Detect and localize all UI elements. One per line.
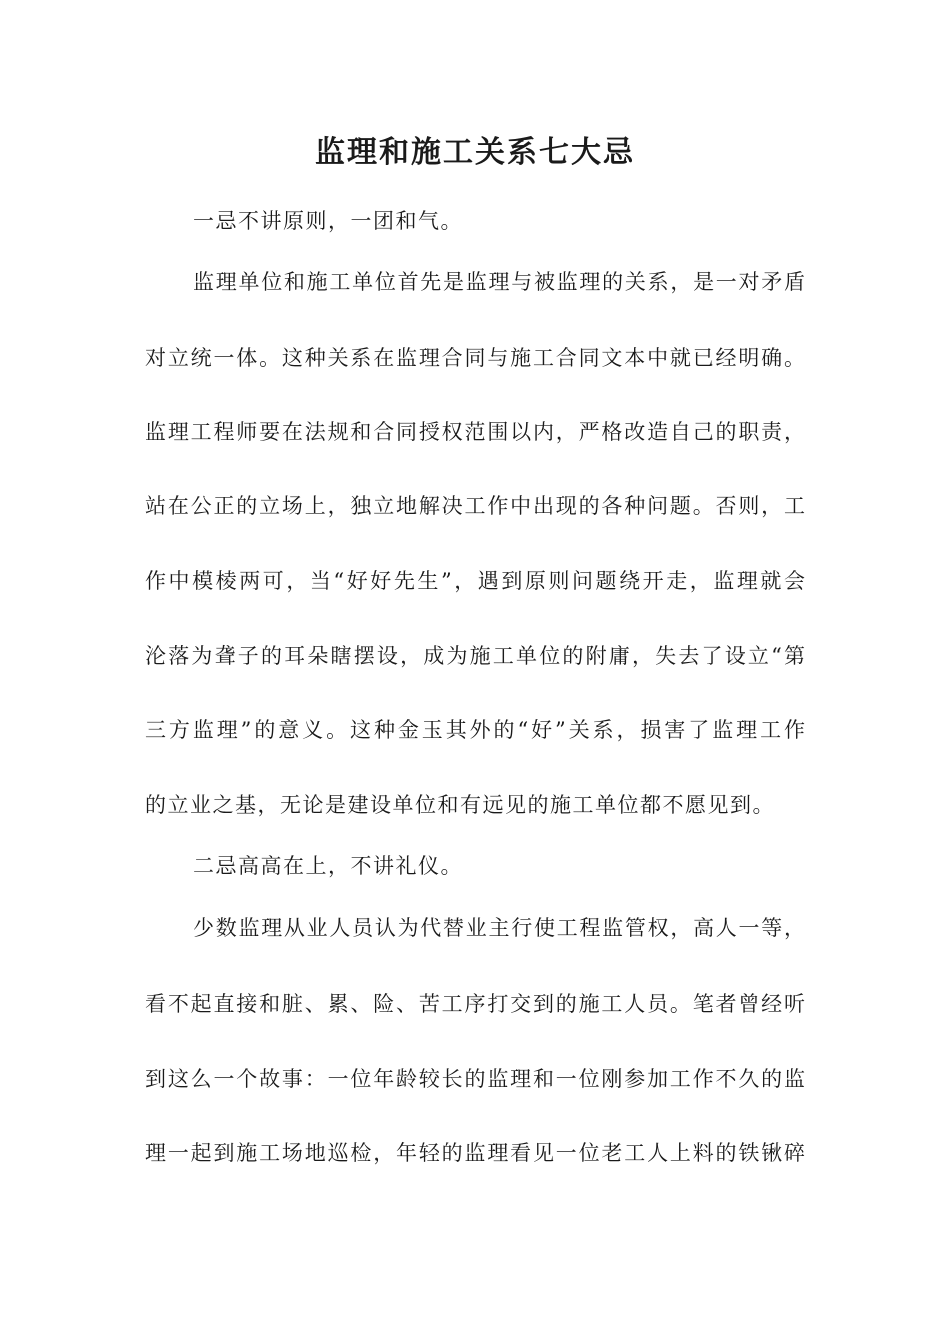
paragraph-line: 理一起到施工场地巡检，年轻的监理看见一位老工人上料的铁锹碎 (145, 1141, 805, 1165)
paragraph-line: 的立业之基，无论是建设单位和有远见的施工单位都不愿见到。 (145, 793, 775, 817)
paragraph-line: 三方监理”的意义。这种金玉其外的“好”关系，损害了监理工作 (145, 718, 805, 742)
page-title: 监理和施工关系七大忌 (315, 135, 635, 170)
heading-one: 一忌不讲原则，一团和气。 (193, 209, 463, 233)
paragraph-line: 沦落为聋子的耳朵瞎摆设，成为施工单位的附庸，失去了设立“第 (145, 644, 805, 668)
paragraph-line: 站在公正的立场上，独立地解决工作中出现的各种问题。否则，工 (145, 494, 805, 518)
heading-two: 二忌高高在上，不讲礼仪。 (193, 854, 463, 878)
paragraph-line: 到这么一个故事：一位年龄较长的监理和一位刚参加工作不久的监 (145, 1067, 805, 1091)
paragraph-line: 少数监理从业人员认为代替业主行使工程监管权，高人一等， (193, 916, 805, 940)
paragraph-line: 作中模棱两可，当“好好先生”，遇到原则问题绕开走，监理就会 (145, 569, 805, 593)
paragraph-line: 对立统一体。这种关系在监理合同与施工合同文本中就已经明确。 (145, 346, 805, 370)
paragraph-line: 监理单位和施工单位首先是监理与被监理的关系，是一对矛盾 (193, 270, 805, 294)
paragraph-line: 看不起直接和脏、累、险、苦工序打交到的施工人员。笔者曾经听 (145, 992, 805, 1016)
paragraph-line: 监理工程师要在法规和合同授权范围以内，严格改造自己的职责， (145, 420, 805, 444)
